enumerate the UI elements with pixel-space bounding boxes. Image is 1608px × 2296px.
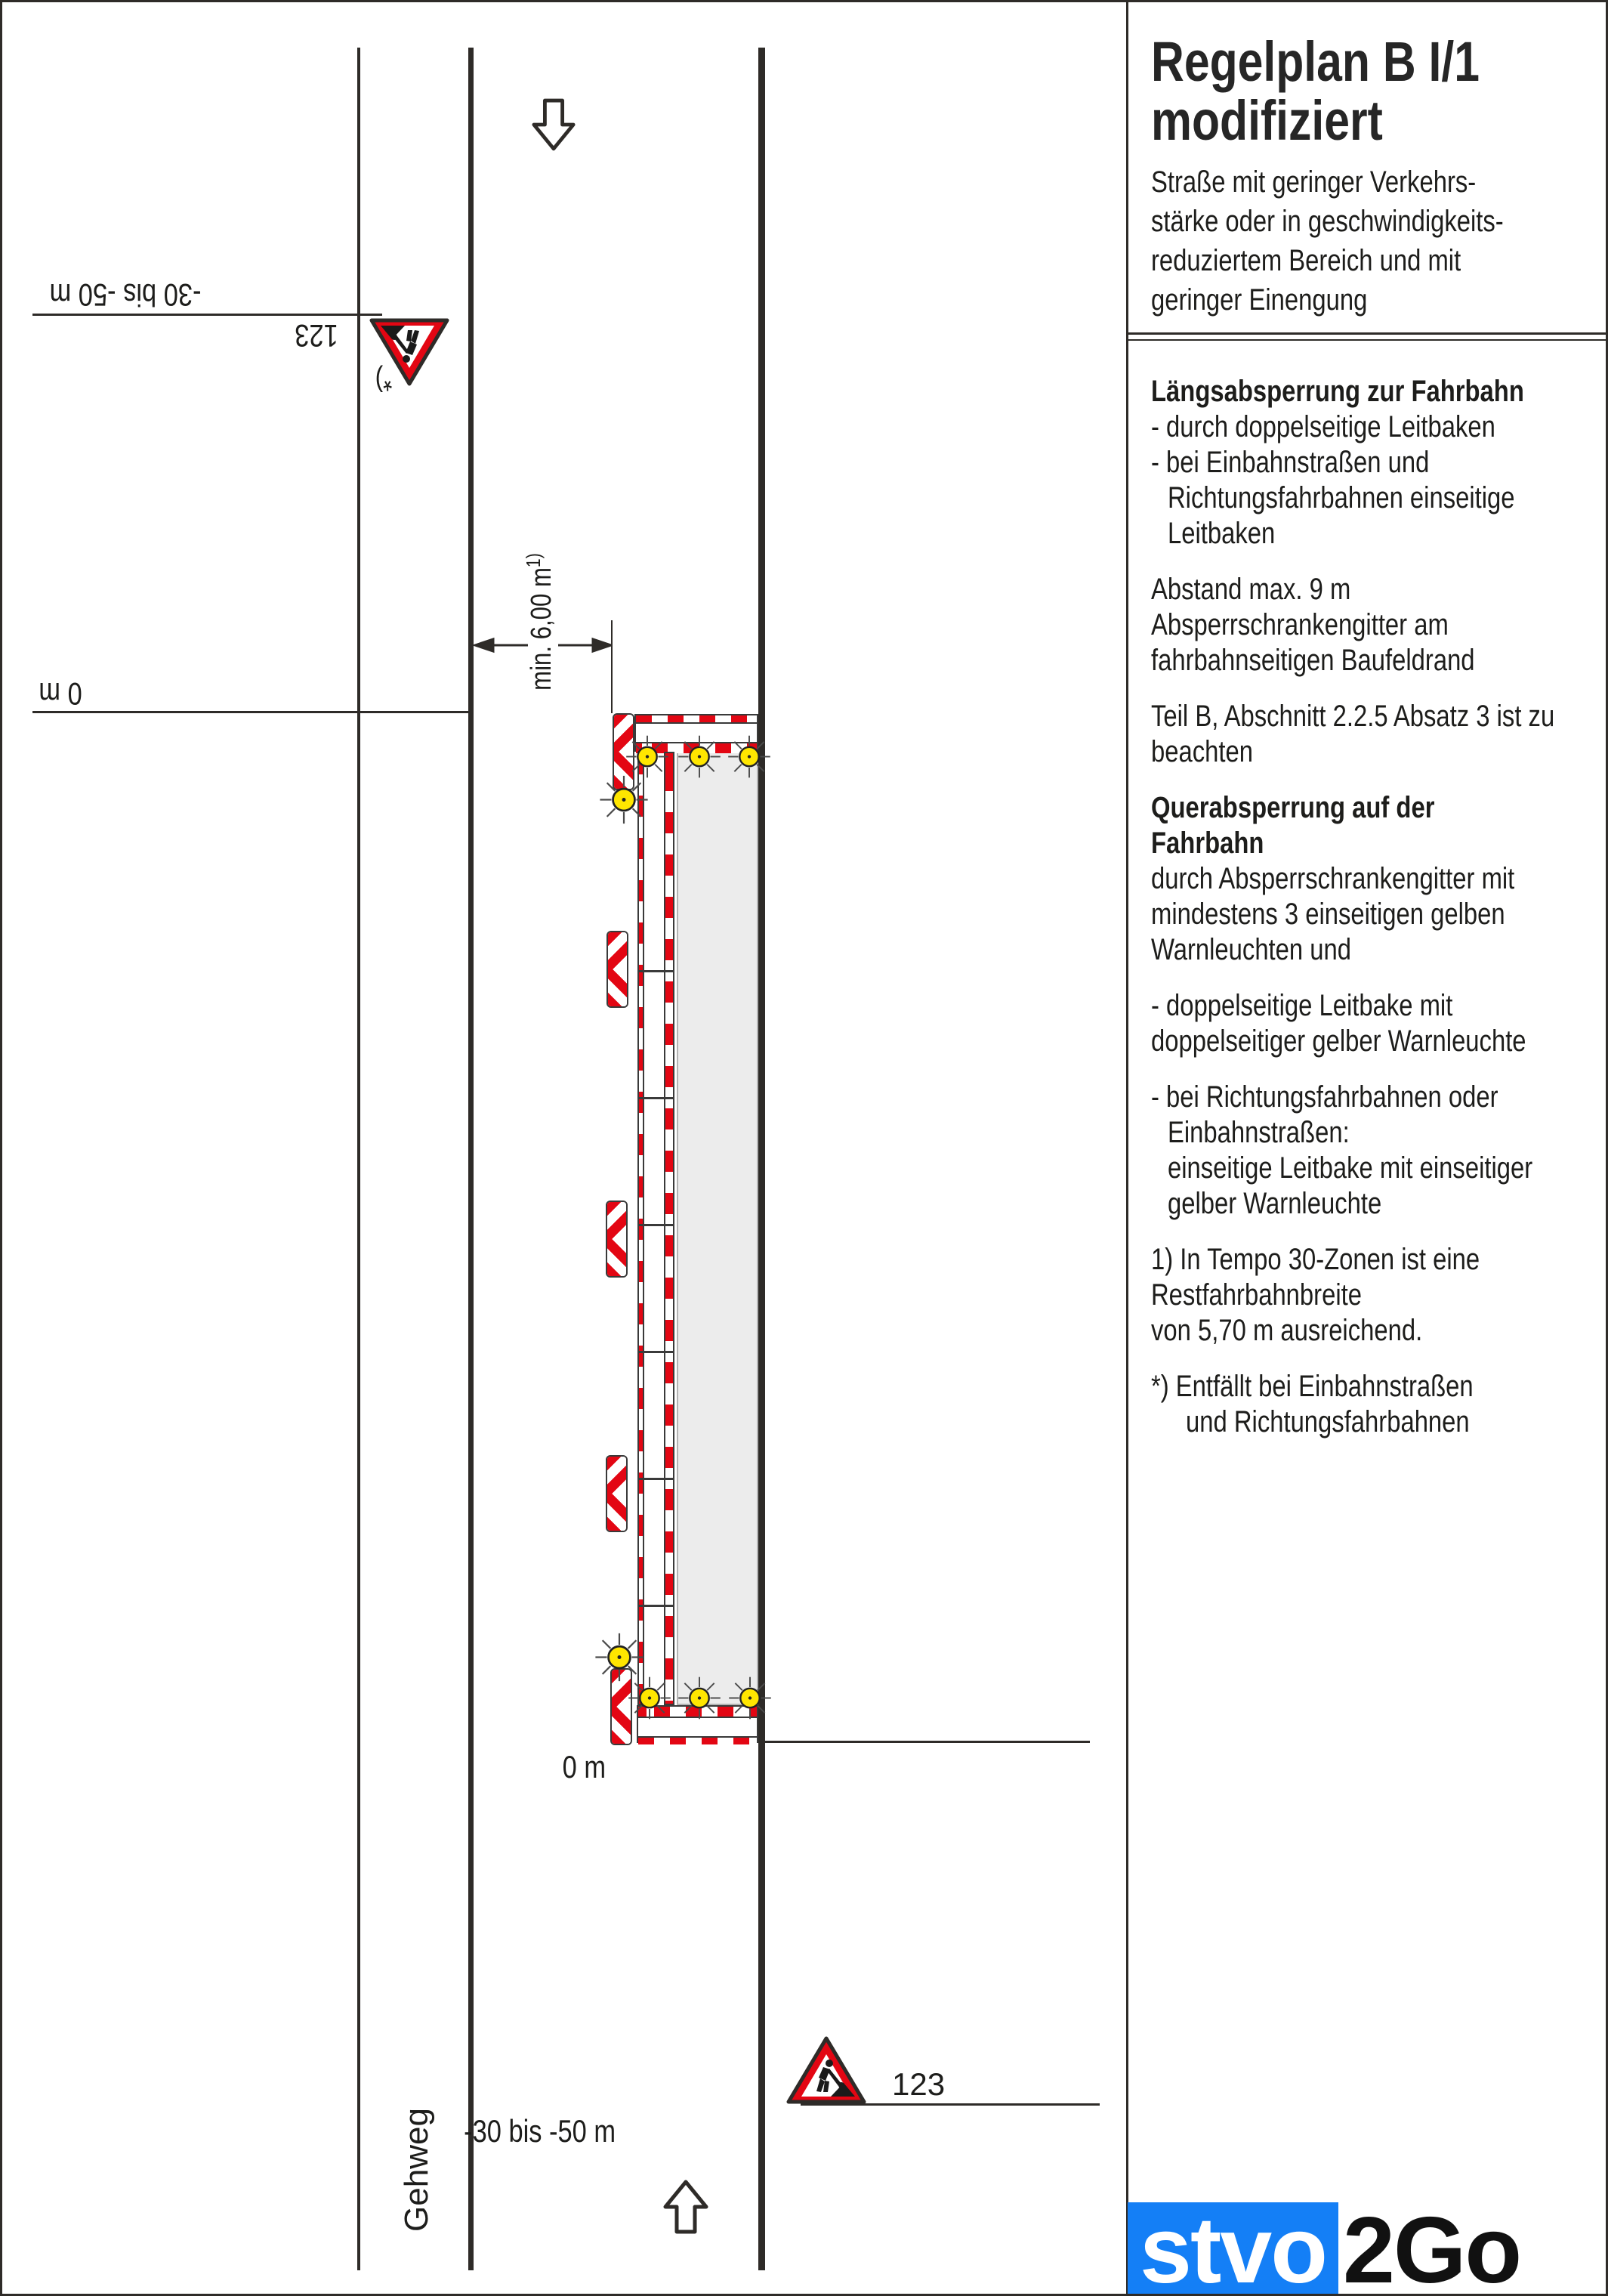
barrier-segment-joint — [637, 1478, 674, 1480]
min-width-dimension-arrows — [474, 635, 613, 655]
text-line: Restfahrbahnbreite — [1151, 1278, 1362, 1312]
text-line: beachten — [1151, 735, 1253, 768]
bottom-distance-label: -30 bis -50 m — [464, 2113, 616, 2149]
warning-light-icon — [728, 1676, 772, 1724]
right-curb-line — [758, 48, 765, 2270]
leitbake-marker — [606, 1201, 628, 1278]
text-line: Richtungsfahrbahnen einseitige — [1168, 481, 1515, 515]
dimension-extension-line — [611, 620, 613, 713]
barrier-segment-joint — [637, 970, 674, 972]
zero-top-label: 0 m — [39, 676, 82, 712]
roadworks-sign-123 — [784, 2033, 869, 2107]
leitbake-marker — [606, 931, 628, 1008]
text-line: Teil B, Abschnitt 2.2.5 Absatz 3 ist zu — [1151, 700, 1555, 733]
text-line: doppelseitiger gelber Warnleuchte — [1151, 1024, 1526, 1058]
sidewalk-label: Gehweg — [398, 2108, 435, 2232]
text-line: Warnleuchten und — [1151, 933, 1352, 966]
logo-stvo: stvo — [1128, 2202, 1338, 2294]
page-title-line1: Regelplan B I/1 — [1151, 30, 1480, 93]
text-line: - doppelseitige Leitbake mit — [1151, 989, 1453, 1022]
traffic-direction-up-icon — [663, 2180, 708, 2234]
text-line: und Richtungsfahrbahnen — [1186, 1405, 1470, 1438]
page-title-line2: modifiziert — [1151, 89, 1383, 152]
barrier-segment-joint — [637, 1097, 674, 1099]
top-distance-label: -30 bis -50 m — [49, 277, 202, 313]
longitudinal-barrier-inner-rail — [664, 752, 674, 1705]
text-line: 1) In Tempo 30-Zonen ist eine — [1151, 1243, 1480, 1276]
top-distance-line — [32, 314, 382, 316]
warning-light-icon — [599, 775, 649, 829]
text-line: mindestens 3 einseitigen gelben — [1151, 898, 1505, 931]
notes-text — [1128, 339, 1608, 1440]
info-panel — [1126, 2, 1608, 2296]
text-line: Abstand max. 9 m — [1151, 573, 1351, 606]
bottom-sign-number-label: 123 — [892, 2066, 946, 2102]
longitudinal-barrier-outer-rail — [637, 752, 644, 1705]
text-line: Querabsperrung auf der — [1151, 791, 1435, 824]
text-line: Längsabsperrung zur Fahrbahn — [1151, 375, 1524, 408]
zero-line-top — [32, 711, 468, 713]
sidewalk-edge-line — [357, 48, 360, 2270]
work-zone-area — [677, 752, 758, 1705]
stvo2go-logo — [1128, 2199, 1521, 2296]
text-line: fahrbahnseitigen Baufeldrand — [1151, 644, 1475, 677]
warning-light-icon — [594, 1633, 644, 1686]
leitbake-marker — [606, 1455, 628, 1532]
text-line: - bei Einbahnstraßen und — [1151, 446, 1430, 479]
left-curb-line — [468, 48, 474, 2270]
text-line: von 5,70 m ausreichend. — [1151, 1314, 1423, 1347]
warning-light-icon — [677, 1676, 721, 1724]
text-line: Leitbaken — [1168, 517, 1276, 550]
zero-line-bottom — [765, 1741, 1090, 1743]
roadworks-sign-123-rotated — [367, 315, 452, 389]
warning-light-icon — [677, 735, 721, 783]
warning-light-icon — [727, 735, 771, 783]
traffic-direction-down-icon — [532, 97, 576, 152]
bottom-sign-line — [801, 2103, 1100, 2106]
text-line: einseitige Leitbake mit einseitiger — [1168, 1151, 1533, 1185]
page-subtitle: Straße mit geringer Verkehrs- stärke oder in geschwindigkeits- reduziertem Bereich und mit geringer Einengung — [1151, 165, 1504, 317]
text-line: *) Entfällt bei Einbahnstraßen — [1151, 1370, 1474, 1403]
text-line: durch Absperrschrankengitter mit — [1151, 862, 1515, 895]
text-line: gelber Warnleuchte — [1168, 1187, 1382, 1220]
barrier-segment-joint — [637, 1605, 674, 1607]
min-width-label: min. 6,00 $m^{1)}$ — [522, 553, 557, 691]
logo-2go: 2Go — [1342, 2199, 1521, 2296]
title-box — [1128, 2, 1608, 335]
barrier-segment-joint — [637, 1224, 674, 1226]
top-sign-note-label: *) — [375, 364, 393, 397]
zero-bottom-label: 0 m — [562, 1749, 606, 1785]
text-line: Einbahnstraßen: — [1168, 1116, 1350, 1149]
plan-diagram — [2, 2, 1126, 2296]
barrier-segment-joint — [637, 1351, 674, 1353]
text-line: Absperrschrankengitter am — [1151, 608, 1449, 641]
text-line: - durch doppelseitige Leitbaken — [1151, 410, 1495, 443]
text-line: Fahrbahn — [1151, 827, 1264, 860]
text-line: - bei Richtungsfahrbahnen oder — [1151, 1080, 1498, 1114]
top-sign-number-label: 123 — [295, 318, 338, 354]
